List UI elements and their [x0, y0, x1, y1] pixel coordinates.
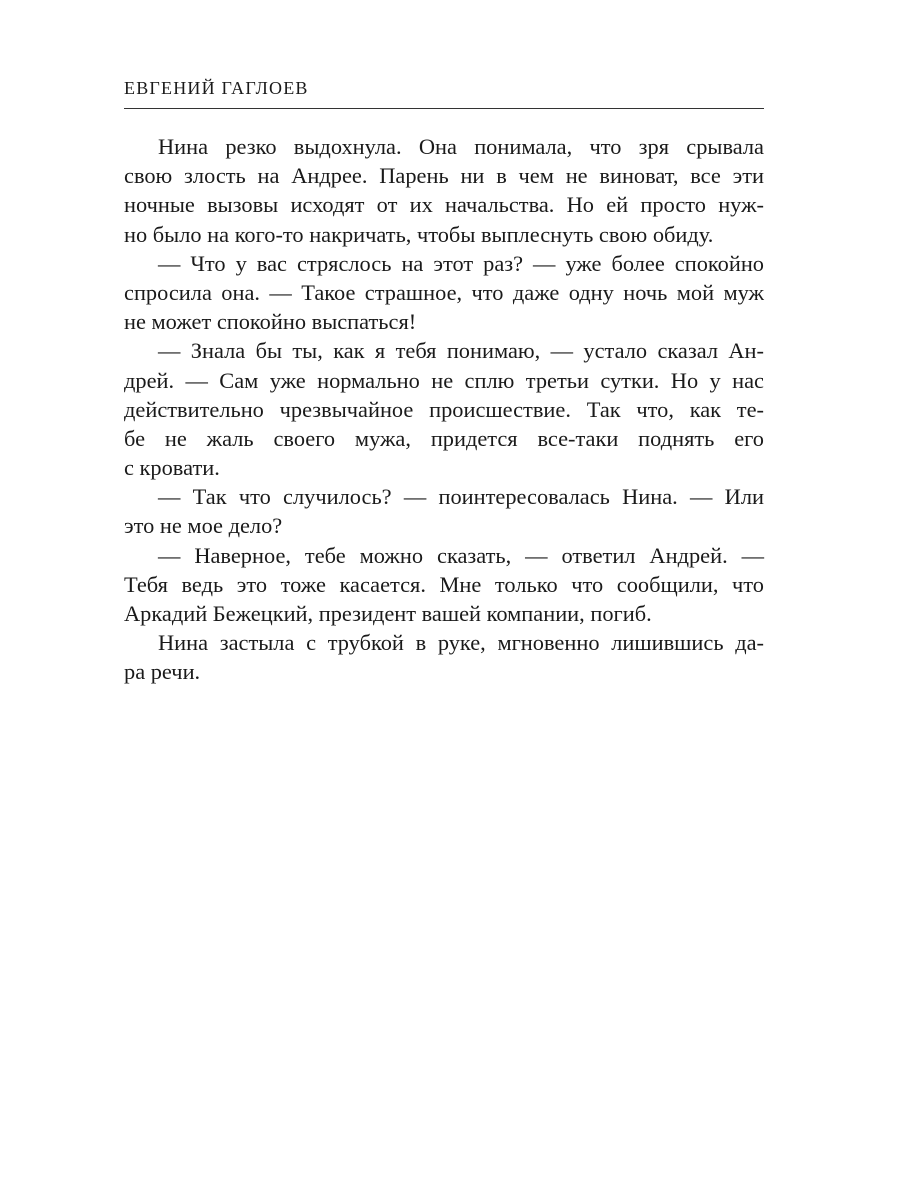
paragraph-1-line-3: ночные вызовы исходят от их начальства. Но ей просто нуж-	[124, 192, 764, 218]
body-text	[124, 132, 764, 687]
paragraph-3-line-3: действительно чрезвычайное происшествие. Так что, как те-	[124, 396, 764, 422]
paragraph-4-line-1: — Так что случилось? — поинтересовалась Нина. — Или	[158, 484, 764, 510]
paragraph-6-line-1: Нина застыла с трубкой в руке, мгновенно лишившись да-	[158, 630, 764, 656]
paragraph-2-line-1: — Что у вас стряслось на этот раз? — уже более спокойно	[158, 250, 764, 276]
header-rule	[124, 108, 764, 109]
paragraph-5-line-2: Тебя ведь это тоже касается. Мне только что сообщили, что	[124, 571, 764, 597]
paragraph-1-line-2: свою злость на Андрее. Парень ни в чем не виноват, все эти	[124, 163, 764, 189]
paragraph-2-line-3: не может спокойно выспаться!	[124, 309, 417, 335]
paragraph-5-line-1: — Наверное, тебе можно сказать, — ответил Андрей. —	[158, 542, 764, 568]
paragraph-3-line-1: — Знала бы ты, как я тебя понимаю, — устало сказал Ан-	[158, 338, 764, 364]
paragraph-4-line-2: это не мое дело?	[124, 513, 283, 539]
paragraph-6-line-2: ра речи.	[124, 659, 201, 685]
paragraph-2-line-2: спросила она. — Такое страшное, что даже одну ночь мой муж	[124, 279, 764, 305]
paragraph-3-line-2: дрей. — Сам уже нормально не сплю третьи сутки. Но у нас	[124, 367, 764, 393]
running-header-author: ЕВГЕНИЙ ГАГЛОЕВ	[124, 78, 309, 98]
paragraph-5-line-3: Аркадий Бежецкий, президент вашей компании, погиб.	[124, 601, 652, 626]
paragraph-3-line-4: бе не жаль своего мужа, придется все-таки поднять его	[124, 425, 764, 451]
paragraph-1-line-4: но было на кого-то накричать, чтобы выплеснуть свою обиду.	[124, 221, 714, 247]
paragraph-3-line-5: с кровати.	[124, 455, 220, 481]
paragraph-1-line-1: Нина резко выдохнула. Она понимала, что зря срывала	[158, 134, 764, 159]
